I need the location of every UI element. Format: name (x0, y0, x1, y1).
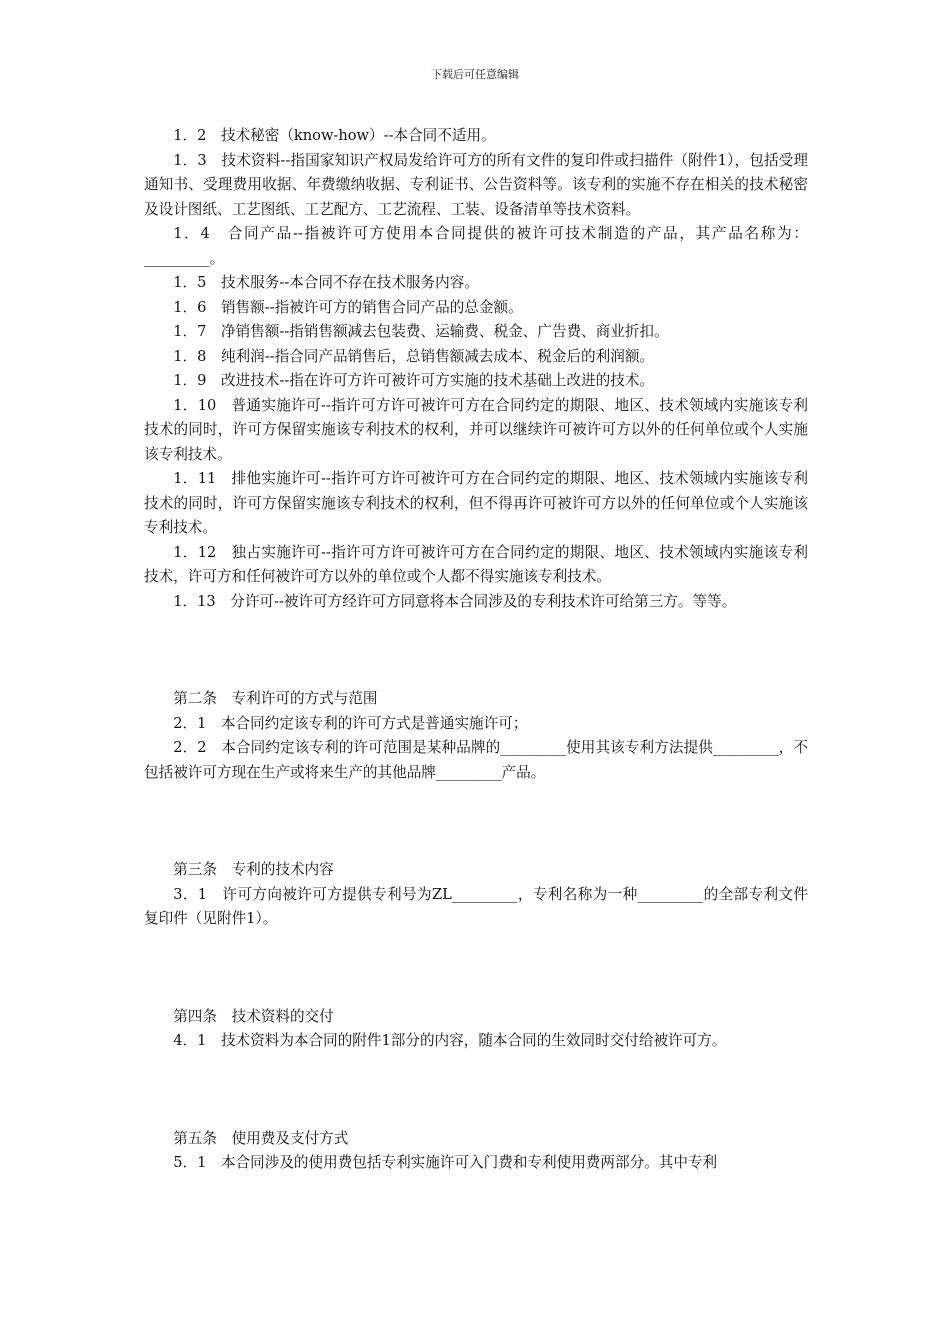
clause-1-5: 1．5 技术服务--本合同不存在技术服务内容。 (173, 274, 479, 291)
clause-1-10: 1．10 普通实施许可--指许可方许可被许可方在合同约定的期限、地区、技术领域内实施该专利技术的同时，许可方保留实施该专利技术的权利，并可以继续许可被许可方以外的任何单位或个人实施该专利技术。 (144, 396, 808, 463)
section-3-heading: 第三条 专利的技术内容 (173, 861, 334, 878)
section-gap (144, 1054, 808, 1127)
document-body (144, 124, 808, 1176)
section-2-heading: 第二条 专利许可的方式与范围 (173, 690, 378, 707)
clause-1-11: 1．11 排他实施许可--指许可方许可被许可方在合同约定的期限、地区、技术领域内实施该专利技术的同时，许可方保留实施该专利技术的权利，但不得再许可被许可方以外的任何单位或个人实施该专利技术。 (144, 470, 808, 536)
clause-2-1: 2．1 本合同约定该专利的许可方式是普通实施许可； (173, 714, 528, 732)
section-gap (144, 785, 808, 858)
clause-1-6: 1．6 销售额--指被许可方的销售合同产品的总金额。 (173, 298, 523, 316)
clause-1-7: 1．7 净销售额--指销售额减去包装费、运输费、税金、广告费、商业折扣。 (173, 323, 669, 340)
clause-2-2: 2．2 本合同约定该专利的许可范围是某种品牌的_________使用其该专利方法提供_________，不包括被许可方现在生产或将来生产的其他品牌_________产品。 (144, 739, 808, 781)
section-gap (144, 614, 808, 687)
section-5-heading: 第五条 使用费及支付方式 (173, 1129, 349, 1147)
clause-1-12: 1．12 独占实施许可--指许可方许可被许可方在合同约定的期限、地区、技术领域内实施该专利技术，许可方和任何被许可方以外的单位或个人都不得实施该专利技术。 (144, 543, 808, 585)
clause-1-9: 1．9 改进技术--指在许可方许可被许可方实施的技术基础上改进的技术。 (173, 372, 655, 389)
clause-1-13: 1．13 分许可--被许可方经许可方同意将本合同涉及的专利技术许可给第三方。等等。 (173, 592, 737, 610)
page-header: 下载后可任意编辑 (431, 68, 519, 81)
clause-1-3: 1．3 技术资料--指国家知识产权局发给许可方的所有文件的复印件或扫描件（附件1），包括受理通知书、受理费用收据、年费缴纳收据、专利证书、公告资料等。该专利的实施不存在相关的技术秘密及设计图纸、工艺图纸、工艺配方、工艺流程、工装、设备清单等技术资料。 (144, 151, 808, 218)
clause-4-1: 4．1 技术资料为本合同的附件1部分的内容，随本合同的生效同时交付给被许可方。 (173, 1032, 727, 1049)
clause-1-8: 1．8 纯利润--指合同产品销售后，总销售额减去成本、税金后的利润额。 (173, 347, 655, 365)
section-4-heading: 第四条 技术资料的交付 (173, 1007, 334, 1025)
clause-1-4: 1．4 合同产品--指被许可方使用本合同提供的被许可技术制造的产品，其产品名称为：_________。 (144, 225, 808, 267)
section-gap (144, 932, 808, 1005)
clause-5-1: 5．1 本合同涉及的使用费包括专利实施许可入门费和专利使用费两部分。其中专利 (173, 1154, 718, 1171)
clause-3-1: 3．1 许可方向被许可方提供专利号为ZL_________，专利名称为一种_________的全部专利文件复印件（见附件1）。 (144, 885, 808, 927)
clause-1-2: 1．2 技术秘密（know-how）--本合同不适用。 (173, 127, 496, 144)
